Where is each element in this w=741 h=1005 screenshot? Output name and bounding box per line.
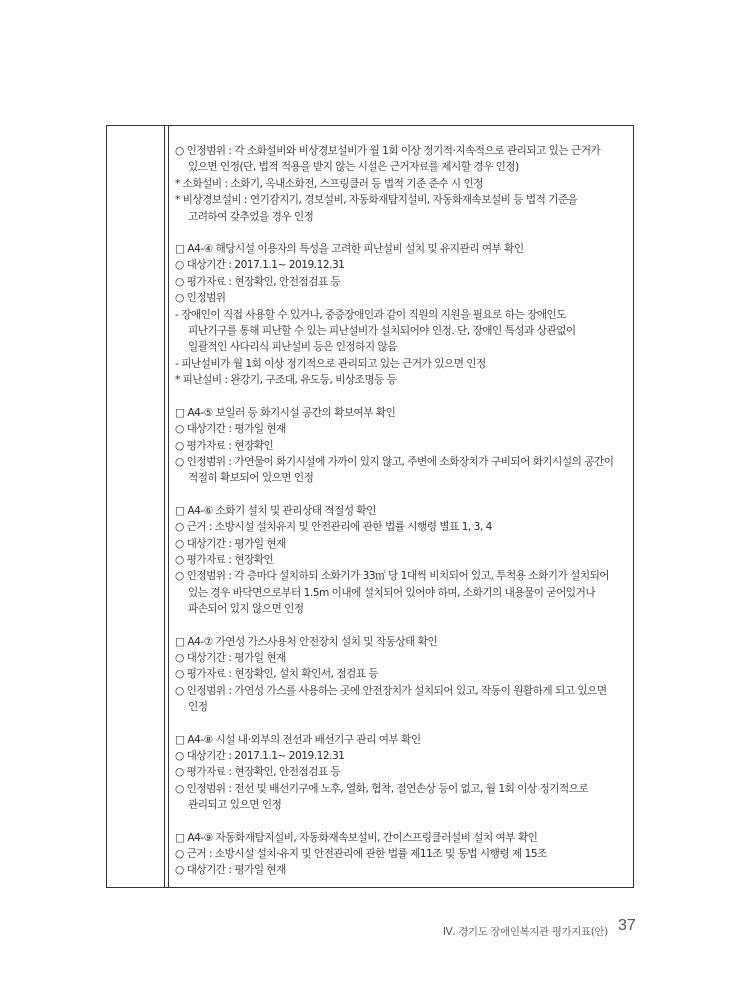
column-divider-left	[164, 126, 165, 887]
text-line: 고려하여 갖추었을 경우 인정	[175, 210, 314, 223]
text-line: ○ 인정범위 : 각 소화설비와 비상경보설비가 월 1회 이상 정기적·지속적으로 관리되고 있는 근거가	[175, 145, 601, 157]
text-line: 적절히 확보되어 있으면 인정	[175, 472, 314, 485]
text-line: 있는 경우 바닥면으로부터 1.5m 이내에 설치되어 있어야 하며, 소화기의 내용물이 굳어있거나	[175, 586, 596, 599]
text-line: ○ 인정범위 : 가연성 가스를 사용하는 곳에 안전장치가 설치되어 있고, 작동이 원활하게 되고 있으면	[175, 684, 607, 697]
text-line: 일괄적인 사다리식 피난설비 등은 인정하지 않음	[175, 341, 397, 354]
text-line: □ A4-④ 해당시설 이용자의 특성을 고려한 피난설비 설치 및 유지관리 여부 확인	[175, 243, 524, 256]
text-line: * 피난설비 : 완강기, 구조대, 유도등, 비상조명등 등	[175, 374, 397, 387]
text-line: ○ 평가자료 : 현장확인, 안전점검표 등	[175, 766, 341, 779]
text-line: ○ 인정범위 : 각 층마다 설치하되 소화기가 33㎡ 당 1대씩 비치되어 있고, 투척용 소화기가 설치되어	[175, 570, 610, 583]
text-line: * 소화설비 : 소화기, 옥내소화전, 스프링클러 등 법적 기준 준수 시 인정	[175, 177, 483, 190]
text-line: ○ 인정범위 : 가연물이 화기시설에 가까이 있지 않고, 주변에 소화장치가 구비되어 화기시설의 공간이	[175, 455, 614, 468]
section-gap	[175, 487, 630, 503]
text-line: - 장애인이 직접 사용할 수 있거나, 중증장애인과 같이 직원의 지원을 필요로 하는 장애인도	[175, 308, 567, 321]
text-line: * 비상경보설비 : 연기감지기, 경보설비, 자동화재탐지설비, 자동화재속보설비 등 법적 기준을	[175, 194, 578, 207]
text-line: 있으면 인정(단, 법적 적용을 받지 않는 시설은 근거자료를 제시할 경우 인정)	[175, 161, 519, 174]
text-line: □ A4-⑤ 보일러 등 화기시설 공간의 확보여부 확인	[175, 406, 396, 419]
text-line: 인정	[175, 701, 208, 714]
text-line: ○ 근거 : 소방시설 설치·유지 및 안전관리에 관한 법률 제11조 및 동법 시행령 제 15조	[175, 848, 547, 861]
section-gap	[175, 618, 630, 634]
footer-section-title: Ⅳ. 경기도 장애인복지관 평가지표(안)	[443, 926, 608, 938]
text-line: ○ 대상기간 : 평가일 현재	[175, 651, 286, 664]
section-gap	[175, 389, 630, 405]
text-line: - 피난설비가 월 1회 이상 정기적으로 관리되고 있는 근거가 있으면 인정	[175, 357, 486, 370]
text-line: □ A4-⑥ 소화기 설치 및 관리상태 적절성 확인	[175, 504, 376, 517]
text-line: ○ 대상기간 : 평가일 현재	[175, 423, 286, 436]
text-line: ○ 대상기간 : 2017.1.1~ 2019.12.31	[175, 259, 345, 272]
text-line: 관리되고 있으면 인정	[175, 799, 282, 812]
text-line: ○ 평가자료 : 현장확인	[175, 439, 274, 452]
section-gap	[175, 716, 630, 732]
text-line: ○ 평가자료 : 현장확인	[175, 553, 274, 566]
text-line: 피난기구를 통해 피난할 수 있는 피난설비가 설치되어야 인정. 단, 장애인 특성과 상관없이	[175, 325, 576, 338]
text-line: ○ 인정범위 : 전선 및 배선기구에 노후, 열화, 협착, 절연손상 등이 없고, 월 1회 이상 정기적으로	[175, 782, 589, 795]
text-line: ○ 대상기간 : 평가일 현재	[175, 864, 286, 877]
text-line: □ A4-⑧ 시설 내·외부의 전선과 배선기구 관리 여부 확인	[175, 733, 421, 746]
text-line: ○ 대상기간 : 평가일 현재	[175, 537, 286, 550]
text-line: □ A4-⑦ 가연성 가스사용처 안전장치 설치 및 작동상태 확인	[175, 635, 438, 648]
text-line: 파손되어 있지 않으면 인정	[175, 603, 304, 616]
text-line: □ A4-⑨ 자동화재탐지설비, 자동화재속보설비, 간이스프링클러설비 설치 여부 확인	[175, 831, 538, 844]
column-divider-right	[168, 126, 169, 887]
text-line: ○ 대상기간 : 2017.1.1~ 2019.12.31	[175, 750, 345, 762]
section-gap	[175, 225, 630, 241]
text-line: ○ 평가자료 : 현장확인, 안전점검표 등	[175, 275, 341, 288]
text-line: ○ 근거 : 소방시설 설치유지 및 안전관리에 관한 법률 시행령 별표 1, 3, 4	[175, 521, 492, 534]
section-gap	[175, 814, 630, 830]
text-line: ○ 평가자료 : 현장확인, 설치 확인서, 점검표 등	[175, 668, 379, 681]
page-number: 37	[618, 917, 636, 934]
document-body	[175, 143, 630, 879]
text-line: ○ 인정범위	[175, 292, 226, 305]
